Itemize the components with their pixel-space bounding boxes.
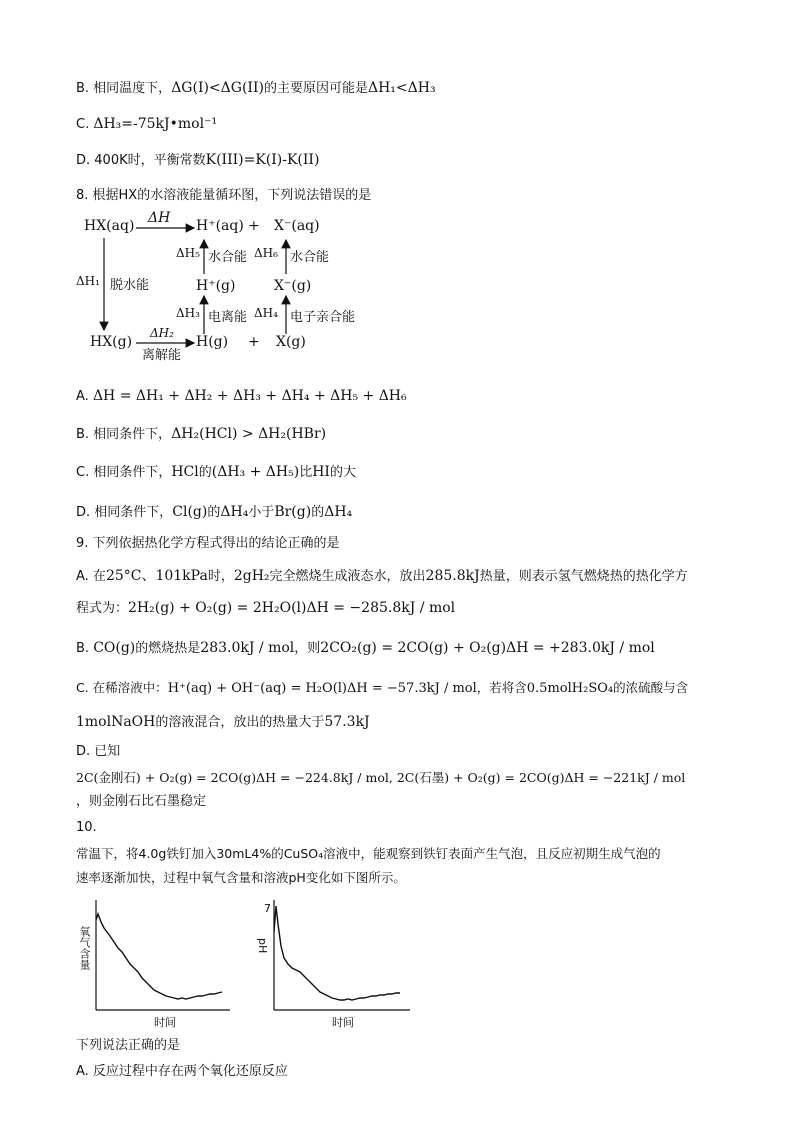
ph-graph	[254, 896, 414, 1036]
delta-h4: ΔH₄	[254, 306, 278, 320]
delta-h3: ΔH₃	[176, 306, 200, 320]
h-g: H(g)	[196, 334, 229, 350]
plus-sign-2: +	[248, 334, 260, 350]
q8-option-b: B. 相同条件下，ΔH₂(HCl) > ΔH₂(HBr)	[76, 426, 327, 442]
q9-option-d-line3: ，则金刚石比石墨稳定	[76, 794, 207, 809]
x-minus-aq: X⁻(aq)	[274, 218, 320, 234]
q9-option-a-line1: A. 在25°C、101kPa时，2gH₂完全燃烧生成液态水，放出285.8kJ热量，则表示氢气燃烧热的热化学方	[76, 568, 688, 584]
x-minus-g: X⁻(g)	[274, 278, 312, 294]
delta-h6: ΔH₆	[254, 246, 278, 260]
q9-stem: 9. 下列依据热化学方程式得出的结论正确的是	[76, 536, 340, 551]
formula: K(III)=K(I)-K(II)	[205, 152, 320, 168]
dehydration-energy: 脱水能	[110, 278, 150, 293]
h-plus-g: H⁺(g)	[196, 278, 236, 294]
oxygen-content-graph	[74, 896, 234, 1036]
ionization-energy: 电离能	[208, 310, 248, 325]
delta-h5: ΔH₅	[176, 246, 200, 260]
delta-h2: ΔH₂	[150, 326, 174, 340]
h-plus-aq: H⁺(aq)	[196, 218, 244, 234]
hx-g: HX(g)	[90, 334, 133, 350]
formula: ΔH₁<ΔH₃	[367, 80, 436, 96]
oxygen-x-label: 时间	[154, 1016, 176, 1029]
energy-cycle-diagram	[76, 212, 376, 362]
delta-h1: ΔH₁	[76, 274, 100, 288]
q7-option-b: B. 相同温度下，ΔG(I)<ΔG(II)的主要原因可能是ΔH₁<ΔH₃	[76, 80, 436, 96]
q10-stem-line1: 常温下，将4.0g铁钉加入30mL4%的CuSO₄溶液中，能观察到铁钉表面产生气泡，且反应初期生成气泡的	[76, 846, 661, 861]
hx-aq: HX(aq)	[84, 218, 135, 234]
ph-x-label: 时间	[332, 1016, 354, 1029]
hydration-energy-1: 水合能	[208, 250, 248, 265]
q8-stem: 8. 根据HX的水溶液能量循环图，下列说法错误的是	[76, 188, 372, 203]
ph-y-tick: 7	[264, 902, 271, 915]
formula: ΔG(I)<ΔG(II)	[171, 80, 264, 96]
q7-option-d: D. 400K时，平衡常数K(III)=K(I)-K(II)	[76, 152, 320, 168]
q7-option-c: C. ΔH₃=-75kJ•mol⁻¹	[76, 116, 218, 132]
q8-option-c: C. 相同条件下，HCl的(ΔH₃ + ΔH₅)比HI的大	[76, 464, 356, 480]
q9-option-d-line2: 2C(金刚石) + O₂(g) = 2CO(g)ΔH = −224.8kJ / mol, 2C(石墨) + O₂(g) = 2CO(g)ΔH = −221kJ / mol	[76, 770, 686, 785]
hydration-energy-2: 水合能	[290, 250, 330, 265]
x-g: X(g)	[276, 334, 306, 350]
q9-option-a-line2: 程式为：2H₂(g) + O₂(g) = 2H₂O(l)ΔH = −285.8kJ / mol	[76, 600, 456, 616]
q8-option-a: A. ΔH = ΔH₁ + ΔH₂ + ΔH₃ + ΔH₄ + ΔH₅ + ΔH₆	[76, 388, 407, 404]
q9-option-d-line1: D. 已知	[76, 744, 121, 759]
q10-number: 10.	[76, 820, 97, 835]
formula: ΔH₂(HCl) > ΔH₂(HBr)	[171, 426, 327, 442]
delta-h: ΔH	[148, 210, 171, 226]
q10-stem-line2: 速率逐渐加快，过程中氧气含量和溶液pH变化如下图所示。	[76, 870, 406, 885]
q9-option-c-line1: C. 在稀溶液中：H⁺(aq) + OH⁻(aq) = H₂O(l)ΔH = −57.3kJ / mol，若将含0.5molH₂SO₄的浓硫酸与含	[76, 680, 689, 696]
plus-sign: +	[248, 218, 260, 234]
ph-y-label: pH	[256, 938, 269, 954]
formula: ΔH = ΔH₁ + ΔH₂ + ΔH₃ + ΔH₄ + ΔH₅ + ΔH₆	[92, 388, 407, 404]
formula: ΔH₃=-75kJ•mol⁻¹	[93, 116, 218, 132]
q10-after: 下列说法正确的是	[76, 1038, 181, 1053]
dissociation-energy: 离解能	[142, 348, 182, 363]
electron-affinity: 电子亲合能	[290, 310, 356, 325]
oxygen-y-label: 氧气含量	[78, 926, 91, 970]
q9-option-c-line2: 1molNaOH的溶液混合，放出的热量大于57.3kJ	[76, 714, 370, 730]
q10-option-a: A. 反应过程中存在两个氧化还原反应	[76, 1064, 288, 1079]
q9-option-b: B. CO(g)的燃烧热是283.0kJ / mol，则2CO₂(g) = 2CO(g) + O₂(g)ΔH = +283.0kJ / mol	[76, 640, 655, 656]
q8-option-d: D. 相同条件下，Cl(g)的ΔH₄小于Br(g)的ΔH₄	[76, 504, 353, 520]
